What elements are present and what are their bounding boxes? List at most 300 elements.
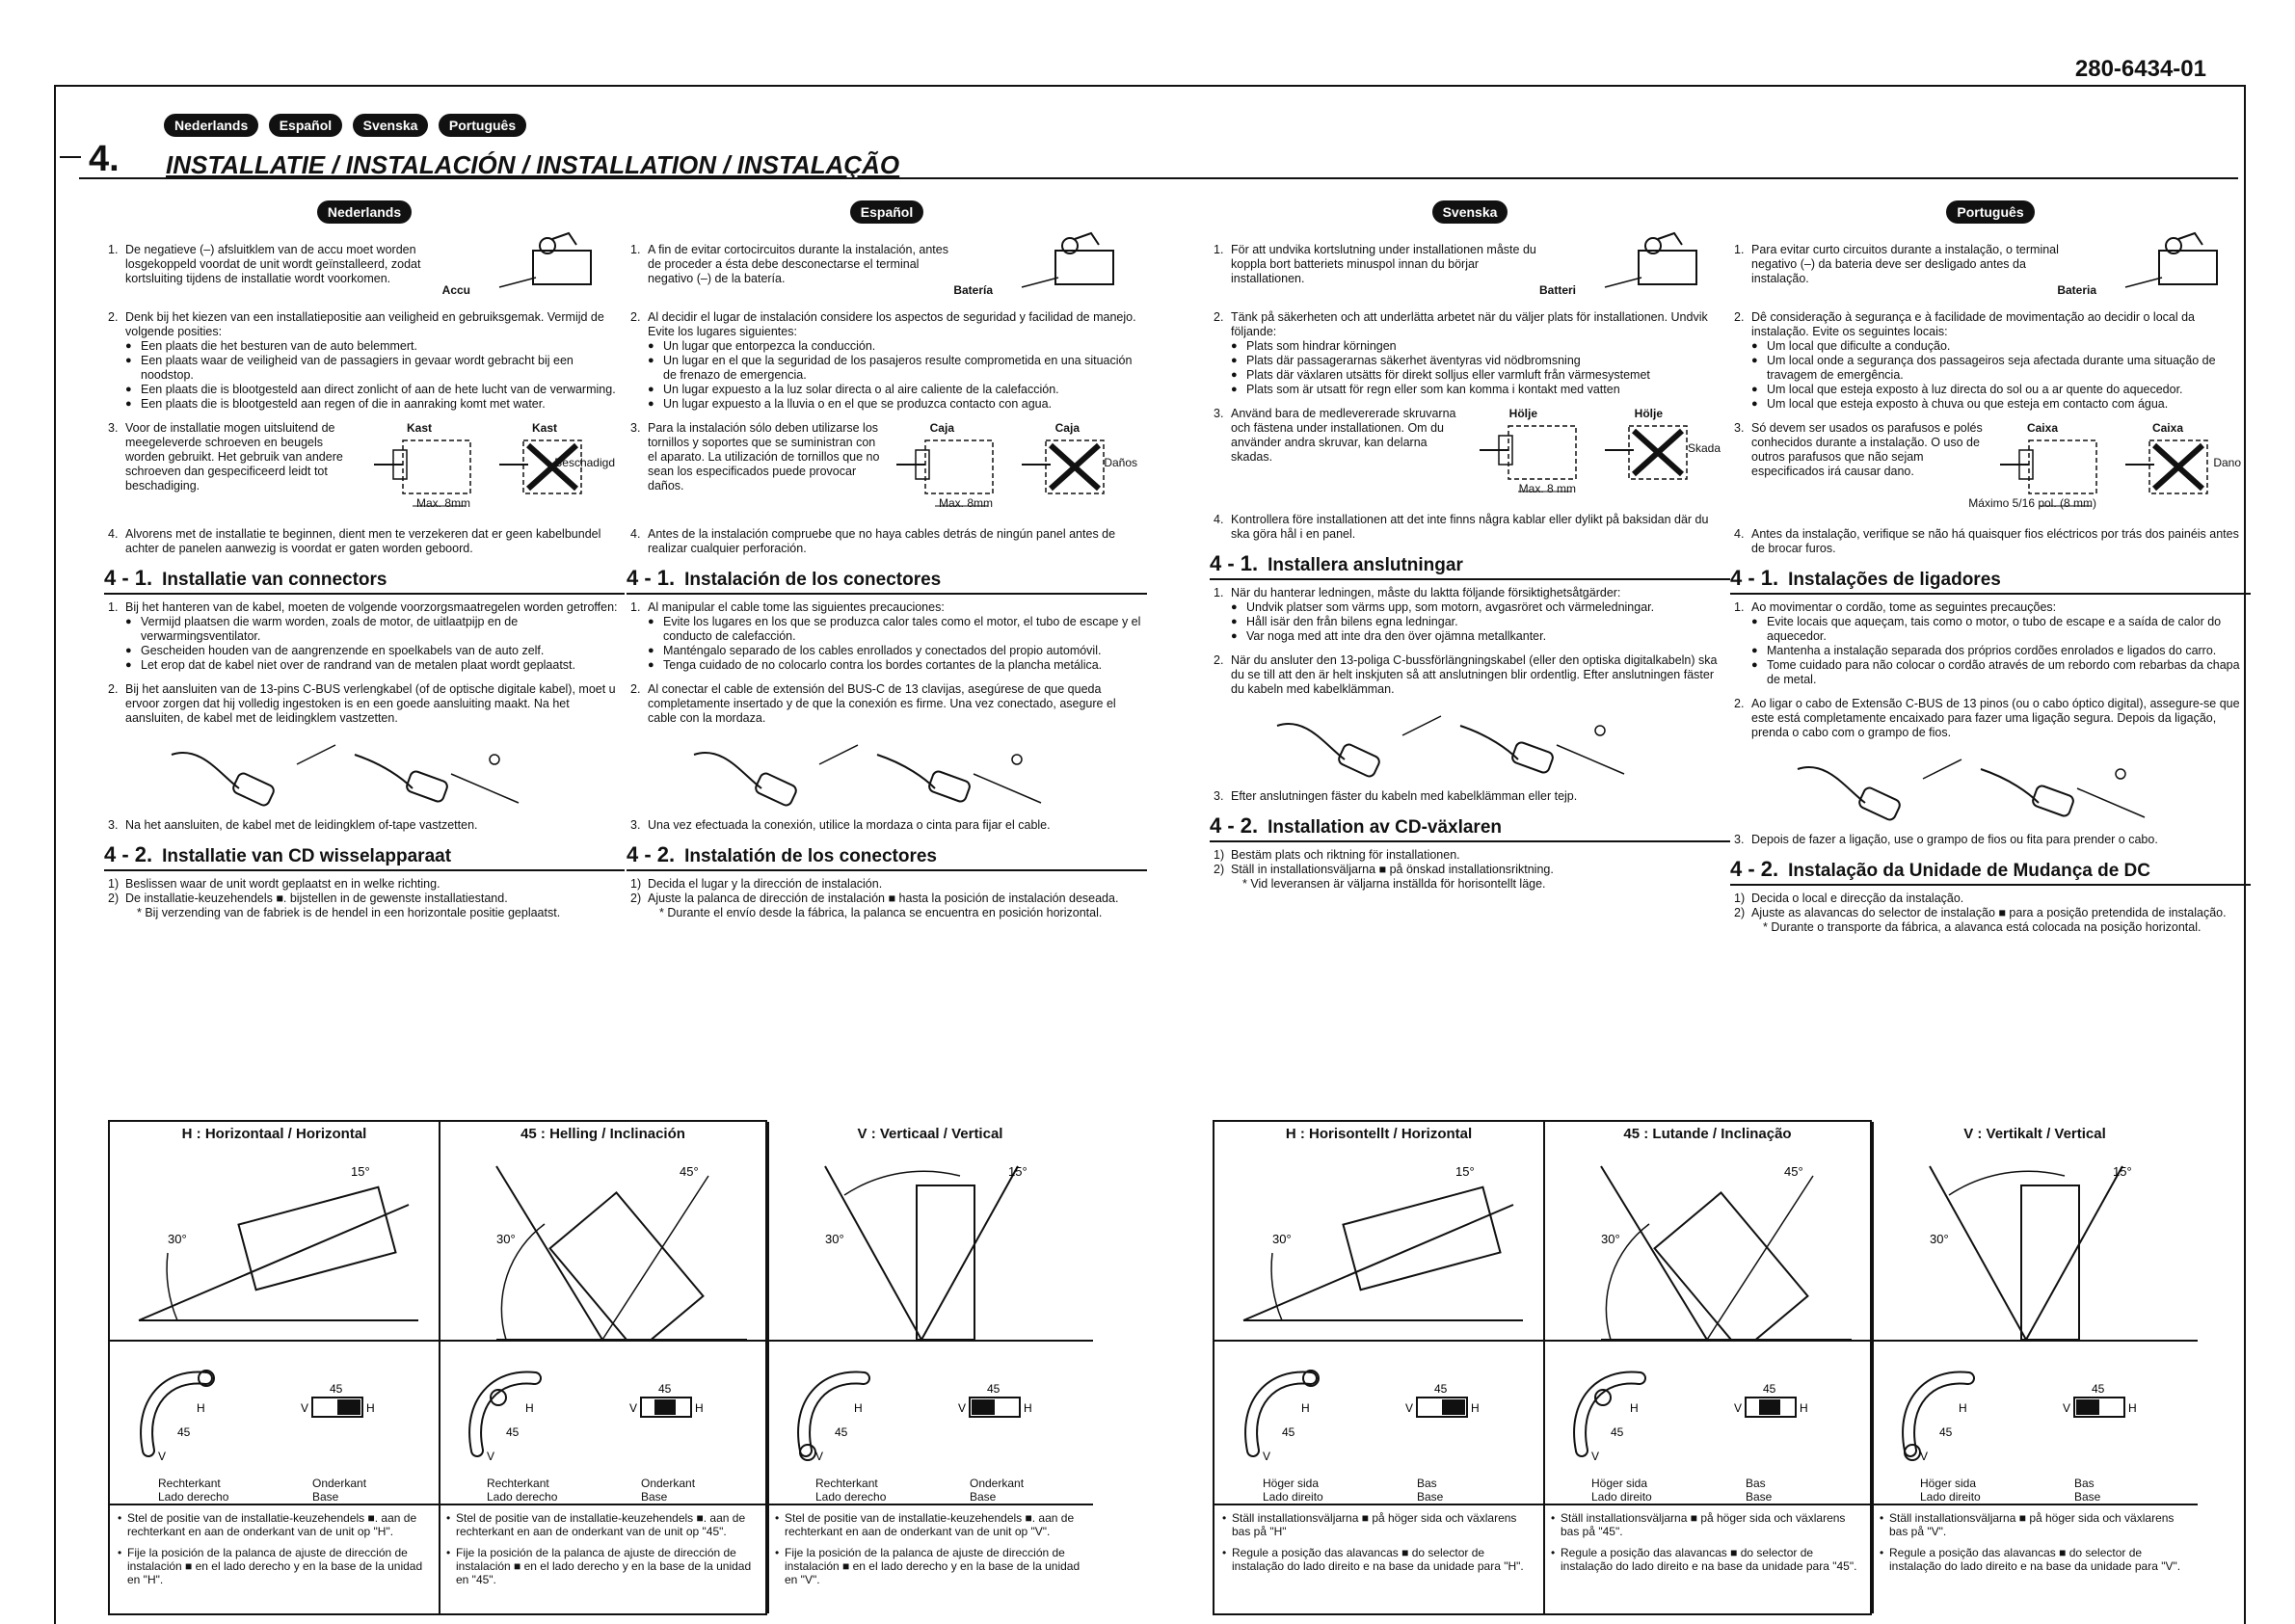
subsection-title: Instalações de ligadores	[1788, 570, 2001, 590]
subsection-heading-1	[627, 566, 1147, 595]
switch-label-v: V	[301, 1401, 309, 1415]
lever-label-v: V	[1263, 1450, 1271, 1463]
orientation-table-1	[1213, 1120, 2181, 1615]
bullet: ● Manténgalo separado de los cables enrollados y conectados del propio automóvil.	[648, 644, 1147, 658]
install-list	[627, 243, 1147, 556]
angle-label: 30°	[1930, 1232, 1949, 1246]
battery-icon	[1566, 231, 1711, 299]
orientation-figure	[1543, 1147, 1872, 1505]
item-text: Bij het aansluiten van de 13-pins C-BUS verlengkabel (of de optische digitale kabel), moet u ervoor zorgen dat hij volledig ingestoken is en een goede aansluiting maakt. Na het aansluiten, de kabel met de leidingklem vastzetten.	[125, 682, 616, 725]
lever-label-v: V	[1591, 1450, 1600, 1463]
item-text: A fin de evitar cortocircuitos durante la instalación, antes de proceder a ésta debe desconectarse el terminal negativo (–) de la batería.	[648, 243, 948, 285]
bullet: ● Håll isär den från bilens egna ledningar.	[1231, 615, 1730, 629]
column-0	[104, 200, 625, 1116]
list-item	[1210, 877, 1730, 892]
orientation-heading: V : Vertikalt / Vertical	[1963, 1126, 2106, 1142]
list-item: 1) Decida el lugar y la dirección de instalación.	[630, 877, 883, 891]
subsection-number: 4 - 2.	[627, 842, 676, 866]
side-label: Rechterkant Lado derecho	[815, 1477, 887, 1504]
orientation-figure	[767, 1147, 1093, 1505]
angle-label: 15°	[1008, 1164, 1027, 1179]
item-text: Tänk på säkerheten och att underlätta arbetet när du väljer plats för installationen. Undvik följande:	[1231, 310, 1708, 338]
bullet: ● Tome cuidado para não colocar o cordão através de um rebordo com rebarbas da chapa de metal.	[1751, 658, 2251, 687]
max-label: Max. 8mm	[415, 496, 470, 510]
item-text: Använd bara de medlevererade skruvarna och fästena under installationen. Om du använder andra skruvar, kan delarna skadas.	[1231, 407, 1456, 464]
list-item: 1. För att undvika kortslutning under installationen måste du koppla bort batteriets minuspol innan du börjar installationen. Batteri	[1210, 243, 1730, 301]
bullet: ● Um local onde a segurança dos passageiros seja afectada durante uma situação de travagem de emergência.	[1751, 354, 2251, 383]
section-number: 4.	[89, 139, 120, 179]
orientation-notes	[1214, 1505, 1543, 1613]
box-label: Kast	[531, 421, 557, 435]
orientation-notes	[767, 1505, 1093, 1613]
list-item: 2. När du ansluter den 13-poliga C-bussförlängningskabel (eller den optiska digitalkabeln) ska du se till att den är helt inskjuten så att anslutningen blir ordentlig. Efter anslutningen fäster du kabeln med kabelklämman.	[1214, 653, 1718, 696]
orientation-notes	[439, 1505, 767, 1613]
base-label: Onderkant Base	[970, 1477, 1025, 1504]
item-text: Depois de fazer a ligação, use o grampo de fios ou fita para prender o cabo.	[1751, 833, 2158, 846]
orientation-notes	[1543, 1505, 1872, 1613]
base-label: Bas Base	[1417, 1477, 1444, 1504]
box-label: Caja	[929, 421, 954, 435]
item-text: Una vez efectuada la conexión, utilice la mordaza o cinta para fijar el cable.	[648, 818, 1051, 832]
lang-pill-es: Español	[269, 114, 342, 137]
lever-label-v: V	[815, 1450, 824, 1463]
angle-label: 15°	[351, 1164, 370, 1179]
bullet: ● Let erop dat de kabel niet over de randrand van de metalen plaat wordt geplaatst.	[125, 658, 625, 673]
damage-label: Beschadigd	[554, 456, 615, 469]
list-item: 1. A fin de evitar cortocircuitos durante la instalación, antes de proceder a ésta debe desconectarse el terminal negativo (–) de la batería. Batería	[627, 243, 1147, 301]
subsection-number: 4 - 1.	[1210, 551, 1259, 575]
subsection-heading-1	[1210, 551, 1730, 580]
max-label: Max. 8 mm	[1518, 482, 1576, 495]
lever-label-45: 45	[1282, 1425, 1295, 1439]
side-label: Höger sida Lado direito	[1263, 1477, 1323, 1504]
battery-icon	[983, 231, 1128, 299]
switch-label-v: V	[1734, 1401, 1743, 1415]
damage-label: Dano	[2213, 456, 2241, 469]
item-text: Beslissen waar de unit wordt geplaatst en in welke richting.	[125, 877, 440, 891]
list-item: 1. Ao movimentar o cordão, tome as seguintes precauções: ● Evite locais que aqueçam, tais como o motor, o tubo de escape e a saída de calor do aquecedor. ● Mantenha a instalação separada dos próprios cordões enrolados e ligados do carro. ● Tome cuidado para não colocar o cordão através de um rebordo com rebarbas da chapa de metal.	[1730, 600, 2251, 687]
bullet: ● Undvik platser som värms upp, som motorn, avgasröret och värmeledningar.	[1231, 600, 1730, 615]
lever-diagram	[439, 1344, 767, 1499]
note: • Ställ installationsväljarna ■ på höger sida och växlarens bas på "V".	[1880, 1511, 2190, 1538]
list-item: 2) De installatie-keuzehendels ■. bijstellen in de gewenste installatiestand.	[108, 892, 508, 905]
list-item: 1. Bij het hanteren van de kabel, moeten de volgende voorzorgsmaatregelen worden getroffen: ● Vermijd plaatsen die warm worden, zoals de motor, de uitlaatpijp en de verwarmingsventilator. ● Gescheiden houden van de aangrenzende en spoelkabels van de auto zelf. ● Let erop dat de kabel niet over de randrand van de metalen plaat wordt geplaatst.	[104, 600, 625, 673]
item-text: Antes da instalação, verifique se não há quaisquer fios eléctricos por trás dos painéis antes de brocar furos.	[1751, 527, 2239, 555]
lever-label-45: 45	[1611, 1425, 1624, 1439]
item-text: Bestäm plats och riktning för installationen.	[1231, 848, 1460, 862]
angle-label: 30°	[1272, 1232, 1292, 1246]
bullet: ● Een plaats die het besturen van de auto belemmert.	[125, 339, 625, 354]
orientation-notes	[1872, 1505, 2198, 1613]
battery-icon	[2087, 231, 2231, 299]
switch-label-45: 45	[987, 1382, 1001, 1396]
connector-list	[627, 600, 1147, 833]
subsection-heading-2	[627, 842, 1147, 871]
list-item: 4. Kontrollera före installationen att det inte finns några kablar eller dylikt på baksidan där du ska göra hål i en panel.	[1214, 513, 1709, 541]
item-text: De installatie-keuzehendels ■. bijstellen in de gewenste installatiestand.	[125, 892, 508, 905]
damage-label: Skada	[1687, 441, 1721, 455]
list-item	[104, 906, 625, 920]
item-text: När du ansluter den 13-poliga C-bussförlängningskabel (eller den optiska digitalkabeln) ska du se till att den är helt inskjuten så att anslutningen blir ordentlig. Efter anslutningen fäster du kabeln med kabelklämman.	[1231, 653, 1718, 696]
bullet: ● Var noga med att inte dra den över ojämna metallkanter.	[1231, 629, 1730, 644]
list-item: 3. Använd bara de medlevererade skruvarna och fästena under installationen. Om du använder andra skruvar, kan delarna skadas. Hölje Hölje Skada Max. 8 mm	[1210, 407, 1730, 503]
subsection-heading-1	[1730, 566, 2251, 595]
angle-diagram	[1214, 1147, 1543, 1340]
connector-list	[1730, 600, 2251, 847]
angle-diagram	[1872, 1147, 2198, 1340]
lever-label-h: H	[1630, 1401, 1639, 1415]
item-text: Voor de installatie mogen uitsluitend de meegeleverde schroeven en beugels worden gebruikt. Het gebruik van andere schroeven dan gespecificeerd leidt tot beschadiging.	[125, 421, 343, 493]
list-item: 3. Efter anslutningen fäster du kabeln med kabelklämman eller tejp.	[1214, 789, 1578, 803]
bullet: ● Mantenha a instalação separada dos próprios cordões enrolados e ligados do carro.	[1751, 644, 2251, 658]
note: • Regule a posição das alavancas ■ do selector de instalação do lado direito e na base da unidade para "45".	[1551, 1546, 1864, 1573]
box-label: Hölje	[1508, 407, 1537, 420]
orientation-cell	[767, 1122, 1093, 1613]
connector-illustration	[684, 735, 1051, 812]
note: • Fije la posición de la palanca de ajuste de dirección de instalación ■ en el lado derecho y en la base de la unidad en "45".	[446, 1546, 760, 1586]
item-text: De negatieve (–) afsluitklem van de accu moet worden losgekoppeld voordat de unit wordt geïnstalleerd, zodat kortsluiting tijdens de installatie wordt voorkomen.	[125, 243, 421, 285]
subsection-heading-2	[1730, 857, 2251, 886]
subsection-title: Instalação da Unidade de Mudança de DC	[1788, 861, 2151, 881]
side-label: Rechterkant Lado derecho	[158, 1477, 229, 1504]
angle-label: 45°	[680, 1164, 699, 1179]
side-label: Höger sida Lado direito	[1591, 1477, 1652, 1504]
document-number: 280-6434-01	[2074, 56, 2206, 82]
orientation-cell	[1872, 1122, 2198, 1613]
bullet: ● Een plaats waar de veiligheid van de passagiers in gevaar wordt gebracht bij een noodstop.	[125, 354, 625, 383]
lever-label-h: H	[854, 1401, 863, 1415]
lever-label-h: H	[1301, 1401, 1310, 1415]
section-title: INSTALLATIE / INSTALACIÓN / INSTALLATION / INSTALAÇÃO	[166, 150, 900, 179]
switch-label-v: V	[629, 1401, 638, 1415]
angle-label: 15°	[1455, 1164, 1475, 1179]
column-lang-pill: Nederlands	[317, 200, 412, 224]
lever-label-v: V	[487, 1450, 495, 1463]
lever-label-45: 45	[835, 1425, 848, 1439]
orientation-notes	[110, 1505, 439, 1613]
connector-illustration	[1788, 750, 2154, 827]
subsection-number: 4 - 1.	[104, 566, 153, 590]
switch-label-45: 45	[330, 1382, 343, 1396]
bullet: ● Plats där växlaren utsätts för direkt solljus eller varmluft från värmesystemet	[1231, 368, 1730, 383]
bullet: ● Un lugar que entorpezca la conducción.	[648, 339, 1147, 354]
orientation-figure	[1872, 1147, 2198, 1505]
list-item: 3. Para la instalación sólo deben utilizarse los tornillos y soportes que se suministran con el aparato. La utilización de tornillos que no sean los especificados puede provocar daños. Caja Caja Daños Max. 8mm	[627, 421, 1147, 518]
lang-pill-sv: Svenska	[353, 114, 429, 137]
base-label: Bas Base	[1746, 1477, 1773, 1504]
list-item	[1730, 920, 2251, 935]
item-text: Alvorens met de installatie te beginnen, dient men te verzekeren dat er geen kabelbundel achter de panelen aanwezig is voordat er gaten worden geboord.	[125, 527, 601, 555]
install-list	[1210, 243, 1730, 542]
switch-label-h: H	[695, 1401, 704, 1415]
max-label: Max. 8mm	[938, 496, 993, 510]
item-text: Ao movimentar o cordão, tome as seguintes precauções:	[1751, 600, 2057, 614]
switch-label-h: H	[366, 1401, 375, 1415]
switch-label-45: 45	[658, 1382, 672, 1396]
switch-label-h: H	[1471, 1401, 1480, 1415]
damage-label: Daños	[1104, 456, 1137, 469]
item-text: Efter anslutningen fäster du kabeln med kabelklämman eller tejp.	[1231, 789, 1578, 803]
bullet: ● Plats där passagerarnas säkerhet äventyras vid nödbromsning	[1231, 354, 1730, 368]
lever-diagram	[767, 1344, 1093, 1499]
column-lang-pill: Español	[850, 200, 923, 224]
side-label: Höger sida Lado direito	[1920, 1477, 1981, 1504]
lever-diagram	[1214, 1344, 1543, 1499]
item-text: Kontrollera före installationen att det inte finns några kablar eller dylikt på baksidan där du ska göra hål i en panel.	[1231, 513, 1709, 541]
note: • Ställ installationsväljarna ■ på höger sida och växlarens bas på "H"	[1222, 1511, 1535, 1538]
bullet: ● Evite los lugares en los que se produzca calor tales como el motor, el tubo de escape y el conducto de calefacción.	[648, 615, 1147, 644]
subsection-title: Instalatión de los conectores	[684, 846, 937, 866]
subsection-title: Installatie van CD wisselapparaat	[162, 846, 452, 866]
lever-label-45: 45	[1939, 1425, 1953, 1439]
box-label: Caja	[1054, 421, 1080, 435]
main-section-heading	[79, 139, 2238, 179]
item-text: Para evitar curto circuitos durante a instalação, o terminal negativo (–) da bateria deve ser desligado antes da instalação.	[1751, 243, 2059, 285]
list-item: 4. Alvorens met de installatie te beginnen, dient men te verzekeren dat er geen kabelbundel achter de panelen aanwezig is voordat er gaten worden geboord.	[108, 527, 601, 555]
connector-illustration	[162, 735, 528, 812]
changer-list	[1730, 892, 2251, 935]
connector-illustration	[1268, 706, 1634, 784]
list-item: 2. Bij het aansluiten van de 13-pins C-BUS verlengkabel (of de optische digitale kabel), moet u ervoor zorgen dat hij volledig ingestoken is en een goede aansluiting maakt. Na het aansluiten, de kabel met de leidingklem vastzetten.	[108, 682, 616, 725]
item-text: Bij het hanteren van de kabel, moeten de volgende voorzorgsmaatregelen worden getroffen:	[125, 600, 618, 614]
changer-list	[1210, 848, 1730, 892]
item-text: När du hanterar ledningen, måste du laktta följande försiktighetsåtgärder:	[1231, 586, 1621, 599]
list-item: 1. Para evitar curto circuitos durante a instalação, o terminal negativo (–) da bateria deve ser desligado antes da instalação. Bateria	[1730, 243, 2251, 301]
angle-diagram	[439, 1147, 767, 1340]
battery-icon	[461, 231, 605, 299]
bullet: ● Een plaats die is blootgesteld aan regen of die in aanraking komt met water.	[125, 397, 625, 412]
switch-label-h: H	[2128, 1401, 2137, 1415]
orientation-cell	[1543, 1122, 1874, 1613]
divider	[1872, 1340, 2198, 1342]
subsection-title: Installera anslutningar	[1268, 555, 1463, 575]
lever-label-45: 45	[506, 1425, 520, 1439]
subsection-number: 4 - 2.	[1210, 813, 1259, 838]
note: • Stel de positie van de installatie-keuzehendels ■. aan de rechterkant en aan de onderkant van de unit op "V".	[775, 1511, 1085, 1538]
angle-label: 30°	[168, 1232, 187, 1246]
switch-label-v: V	[2063, 1401, 2071, 1415]
lang-pill-nl: Nederlands	[164, 114, 258, 137]
orientation-heading: 45 : Lutande / Inclinação	[1623, 1126, 1792, 1142]
bullet: ● Um local que dificulte a condução.	[1751, 339, 2251, 354]
list-item: 3. Só devem ser usados os parafusos e polés conhecidos durante a instalação. O uso de outros parafusos que não sejam especificados irá causar dano. Caixa Caixa Dano Máximo 5/16 pol. (8 mm)	[1730, 421, 2251, 518]
list-item: 2. Al conectar el cable de extensión del BUS-C de 13 clavijas, asegúrese de que queda completamente insertado y de que la conexión es firme. Una vez conectado, asegure el cable con la mordaza.	[630, 682, 1116, 725]
lever-label-h: H	[197, 1401, 205, 1415]
changer-list	[104, 877, 625, 920]
item-text: Denk bij het kiezen van een installatiepositie aan veiligheid en gebruiksgemak. Vermijd de volgende posities:	[125, 310, 604, 338]
divider	[767, 1340, 1093, 1342]
orientation-cell	[1214, 1122, 1545, 1613]
angle-label: 30°	[496, 1232, 516, 1246]
note: • Stel de positie van de installatie-keuzehendels ■. aan de rechterkant en aan de onderkant van de unit op "45".	[446, 1511, 760, 1538]
box-label: Caixa	[2151, 421, 2183, 435]
bullet: ● Plats som hindrar körningen	[1231, 339, 1730, 354]
language-pills	[164, 114, 532, 137]
base-label: Bas Base	[2074, 1477, 2101, 1504]
note: • Regule a posição das alavancas ■ do selector de instalação do lado direito e na base da unidade para "V".	[1880, 1546, 2190, 1573]
switch-label-45: 45	[2092, 1382, 2105, 1396]
item-text: * Vid leveransen är väljarna inställda för horisontellt läge.	[1242, 877, 1546, 891]
list-item: 2) Ajuste la palanca de dirección de instalación ■ hasta la posición de instalación deseada.	[630, 892, 1119, 905]
column-lang-pill: Svenska	[1432, 200, 1508, 224]
bullet: ● Gescheiden houden van de aangrenzende en spoelkabels van de auto zelf.	[125, 644, 625, 658]
box-label: Kast	[406, 421, 432, 435]
install-list	[1730, 243, 2251, 556]
item-text: Al manipular el cable tome las siguientes precauciones:	[648, 600, 945, 614]
lever-label-h: H	[1959, 1401, 1967, 1415]
battery-label: Batteri	[1538, 283, 1576, 297]
item-text: Antes de la instalación compruebe que no haya cables detrás de ningún panel antes de realizar cualquier perforación.	[648, 527, 1116, 555]
list-item: 1. När du hanterar ledningen, måste du laktta följande försiktighetsåtgärder: ● Undvik platser som värms upp, som motorn, avgasröret och värmeledningar. ● Håll isär den från bilens egna ledningar. ● Var noga med att inte dra den över ojämna metallkanter.	[1210, 586, 1730, 644]
item-text: Al decidir el lugar de instalación considere los aspectos de seguridad y facilidad de manejo. Evite los lugares siguientes:	[648, 310, 1136, 338]
subsection-title: Instalación de los conectores	[684, 570, 942, 590]
connector-list	[104, 600, 625, 833]
lever-label-h: H	[525, 1401, 534, 1415]
item-text: Para la instalación sólo deben utilizarse los tornillos y soportes que se suministran con el aparato. La utilización de tornillos que no sean los especificados puede provocar daños.	[648, 421, 880, 493]
subsection-heading-2	[104, 842, 625, 871]
bullet: ● Evite locais que aqueçam, tais como o motor, o tubo de escape e a saída de calor do aquecedor.	[1751, 615, 2251, 644]
list-item: 3. Una vez efectuada la conexión, utilice la mordaza o cinta para fijar el cable.	[630, 818, 1051, 832]
bullet: ● Un lugar expuesto a la lluvia o en el que se produzca contacto con agua.	[648, 397, 1147, 412]
list-item: 3. Na het aansluiten, de kabel met de leidingklem of-tape vastzetten.	[108, 818, 478, 832]
lang-pill-pt: Português	[439, 114, 526, 137]
max-label: Máximo 5/16 pol. (8 mm)	[1968, 496, 2096, 510]
list-item: 3. Voor de installatie mogen uitsluitend de meegeleverde schroeven en beugels worden gebruikt. Het gebruik van andere schroeven dan gespecificeerd leidt tot beschadiging. Kast Kast Beschadigd Max. 8mm	[104, 421, 625, 518]
subsection-number: 4 - 1.	[1730, 566, 1779, 590]
switch-label-h: H	[1024, 1401, 1032, 1415]
lever-diagram	[1872, 1344, 2198, 1499]
list-item: 1) Decida o local e direcção da instalação.	[1734, 892, 1964, 905]
orientation-cell	[110, 1122, 440, 1613]
list-item: 4. Antes de la instalación compruebe que no haya cables detrás de ningún panel antes de realizar cualquier perforación.	[630, 527, 1116, 555]
orientation-figure	[110, 1147, 439, 1505]
switch-label-v: V	[1405, 1401, 1414, 1415]
switch-label-45: 45	[1434, 1382, 1448, 1396]
note: • Fije la posición de la palanca de ajuste de dirección de instalación ■ en el lado derecho y en la base de la unidad en "V".	[775, 1546, 1085, 1586]
item-text: * Bij verzending van de fabriek is de hendel in een horizontale positie geplaatst.	[137, 906, 561, 919]
battery-label: Batería	[953, 283, 993, 297]
switch-label-v: V	[958, 1401, 967, 1415]
subsection-title: Installatie van connectors	[162, 570, 387, 590]
bullet: ● Vermijd plaatsen die warm worden, zoals de motor, de uitlaatpijp en de verwarmingsventilator.	[125, 615, 625, 644]
item-text: Ajuste as alavancas do selector de instalação ■ para a posição pretendida de instalação.	[1751, 906, 2227, 919]
note: • Fije la posición de la palanca de ajuste de dirección de instalación ■ en el lado derecho y en la base de la unidad en "H".	[118, 1546, 431, 1586]
side-label: Rechterkant Lado derecho	[487, 1477, 558, 1504]
divider	[439, 1340, 767, 1342]
subsection-number: 4 - 1.	[627, 566, 676, 590]
switch-label-45: 45	[1763, 1382, 1776, 1396]
orientation-figure	[439, 1147, 767, 1505]
angle-diagram	[767, 1147, 1093, 1340]
subsection-heading-2	[1210, 813, 1730, 842]
list-item	[627, 906, 1147, 920]
connector-list	[1210, 586, 1730, 804]
list-item: 2. Denk bij het kiezen van een installatiepositie aan veiligheid en gebruiksgemak. Vermijd de volgende posities: ● Een plaats die het besturen van de auto belemmert. ● Een plaats waar de veiligheid van de passagiers in gevaar wordt gebracht bij een noodstop. ● Een plaats die is blootgesteld aan direct zonlicht of aan de hete lucht van de verwarming. ● Een plaats die is blootgesteld aan regen of die in aanraking komt met water.	[104, 310, 625, 412]
divider	[1543, 1340, 1872, 1342]
list-item: 1) Bestäm plats och riktning för installationen.	[1214, 848, 1460, 862]
subsection-number: 4 - 2.	[104, 842, 153, 866]
angle-diagram	[1543, 1147, 1872, 1340]
list-item: 2. Dê consideração à segurança e à facilidade de movimentação ao decidir o local da instalação. Evite os seguintes locais: ● Um local que dificulte a condução. ● Um local onde a segurança dos passageiros seja afectada durante uma situação de travagem de emergência. ● Um local que esteja exposto à luz directa do sol ou a ar quente do aquecedor. ● Um local que esteja exposto à chuva ou que esteja em contacto com água.	[1730, 310, 2251, 412]
note: • Ställ installationsväljarna ■ på höger sida och växlarens bas på "45".	[1551, 1511, 1864, 1538]
note: • Stel de positie van de installatie-keuzehendels ■. aan de rechterkant en aan de onderkant van de unit op "H".	[118, 1511, 431, 1538]
column-3	[1730, 200, 2251, 1116]
item-text: Ställ in installationsväljarna ■ på önskad installationsriktning.	[1231, 863, 1554, 876]
bullet: ● Plats som är utsatt för regn eller som kan komma i kontakt med vatten	[1231, 383, 1730, 397]
list-item: 2. Ao ligar o cabo de Extensão C-BUS de 13 pinos (ou o cabo óptico digital), assegure-se que este está completamente encaixado para fazer uma ligação segura. Depois da ligação, prenda o cabo com o grampo de fios.	[1734, 697, 2240, 739]
changer-list	[627, 877, 1147, 920]
install-list	[104, 243, 625, 556]
column-2	[1210, 200, 1730, 1116]
lever-label-45: 45	[177, 1425, 191, 1439]
item-text: * Durante o transporte da fábrica, a alavanca está colocada na posição horizontal.	[1763, 920, 2202, 934]
angle-diagram	[110, 1147, 439, 1340]
list-item: 2. Tänk på säkerheten och att underlätta arbetet när du väljer plats för installationen. Undvik följande: ● Plats som hindrar körningen ● Plats där passagerarnas säkerhet äventyras vid nödbromsning ● Plats där växlaren utsätts för direkt solljus eller varmluft från värmesystemet ● Plats som är utsatt för regn eller som kan komma i kontakt med vatten	[1210, 310, 1730, 397]
column-lang-pill: Português	[1946, 200, 2034, 224]
item-text: Decida el lugar y la dirección de instalación.	[648, 877, 883, 891]
orientation-figure	[1214, 1147, 1543, 1505]
item-text: * Durante el envío desde la fábrica, la palanca se encuentra en posición horizontal.	[659, 906, 1103, 919]
base-label: Onderkant Base	[312, 1477, 367, 1504]
item-text: Ajuste la palanca de dirección de instalación ■ hasta la posición de instalación deseada.	[648, 892, 1119, 905]
lever-diagram	[110, 1344, 439, 1499]
angle-label: 45°	[1784, 1164, 1803, 1179]
orientation-heading: V : Verticaal / Vertical	[857, 1126, 1003, 1142]
divider	[1214, 1340, 1543, 1342]
list-item: 1) Beslissen waar de unit wordt geplaatst en in welke richting.	[108, 877, 440, 891]
item-text: Na het aansluiten, de kabel met de leidingklem of-tape vastzetten.	[125, 818, 478, 832]
lever-label-v: V	[158, 1450, 167, 1463]
angle-label: 15°	[2113, 1164, 2132, 1179]
divider	[110, 1340, 439, 1342]
list-item: 4. Antes da instalação, verifique se não há quaisquer fios eléctricos por trás dos painéis antes de brocar furos.	[1734, 527, 2239, 555]
list-item: 1. Al manipular el cable tome las siguientes precauciones: ● Evite los lugares en los que se produzca calor tales como el motor, el tubo de escape y el conducto de calefacción. ● Manténgalo separado de los cables enrollados y conectados del propio automóvil. ● Tenga cuidado de no colocarlo contra los bordes cortantes de la plancha metálica.	[627, 600, 1147, 673]
base-label: Onderkant Base	[641, 1477, 696, 1504]
orientation-heading: H : Horisontellt / Horizontal	[1285, 1126, 1473, 1142]
orientation-table-0	[108, 1120, 1081, 1615]
switch-label-h: H	[1800, 1401, 1808, 1415]
subsection-number: 4 - 2.	[1730, 857, 1779, 881]
battery-label: Bateria	[2057, 283, 2096, 297]
orientation-heading: H : Horizontaal / Horizontal	[181, 1126, 367, 1142]
angle-label: 30°	[1601, 1232, 1620, 1246]
bullet: ● Um local que esteja exposto à luz directa do sol ou a ar quente do aquecedor.	[1751, 383, 2251, 397]
note: • Regule a posição das alavancas ■ do selector de instalação do lado direito e na base da unidade para "H".	[1222, 1546, 1535, 1573]
bullet: ● Um local que esteja exposto à chuva ou que esteja em contacto com água.	[1751, 397, 2251, 412]
lever-label-v: V	[1920, 1450, 1929, 1463]
angle-label: 30°	[825, 1232, 844, 1246]
list-item: 2. Al decidir el lugar de instalación considere los aspectos de seguridad y facilidad de manejo. Evite los lugares siguientes: ● Un lugar que entorpezca la conducción. ● Un lugar en el que la seguridad de los pasajeros resulte comprometida en una situación de frenazo de emergencia. ● Un lugar expuesto a la luz solar directa o al aire caliente de la calefacción. ● Un lugar expuesto a la lluvia o en el que se produzca contacto con agua.	[627, 310, 1147, 412]
item-text: För att undvika kortslutning under installationen måste du koppla bort batteriets minuspol innan du börjar installationen.	[1231, 243, 1536, 285]
subsection-title: Installation av CD-växlaren	[1268, 817, 1503, 838]
item-text: Ao ligar o cabo de Extensão C-BUS de 13 pinos (ou o cabo óptico digital), assegure-se que este está completamente encaixado para fazer uma ligação segura. Depois da ligação, prenda o cabo com o grampo de fios.	[1751, 697, 2240, 739]
column-1	[627, 200, 1147, 1116]
orientation-cell	[439, 1122, 769, 1613]
lever-diagram	[1543, 1344, 1872, 1499]
item-text: Decida o local e direcção da instalação.	[1751, 892, 1964, 905]
bullet: ● Un lugar en el que la seguridad de los pasajeros resulte comprometida en una situación de frenazo de emergencia.	[648, 354, 1147, 383]
subsection-heading-1	[104, 566, 625, 595]
list-item: 1. De negatieve (–) afsluitklem van de accu moet worden losgekoppeld voordat de unit wordt geïnstalleerd, zodat kortsluiting tijdens de installatie wordt voorkomen. Accu	[104, 243, 625, 301]
box-label: Hölje	[1634, 407, 1663, 420]
orientation-heading: 45 : Helling / Inclinación	[520, 1126, 685, 1142]
box-label: Caixa	[2026, 421, 2058, 435]
bullet: ● Een plaats die is blootgesteld aan direct zonlicht of aan de hete lucht van de verwarming.	[125, 383, 625, 397]
bullet: ● Un lugar expuesto a la luz solar directa o al aire caliente de la calefacción.	[648, 383, 1147, 397]
item-text: Dê consideração à segurança e à facilidade de movimentação ao decidir o local da instalação. Evite os seguintes locais:	[1751, 310, 2196, 338]
item-text: Só devem ser usados os parafusos e polés conhecidos durante a instalação. O uso de outros parafusos que não sejam especificados irá causar dano.	[1751, 421, 1983, 478]
list-item: 3. Depois de fazer a ligação, use o grampo de fios ou fita para prender o cabo.	[1734, 833, 2158, 846]
